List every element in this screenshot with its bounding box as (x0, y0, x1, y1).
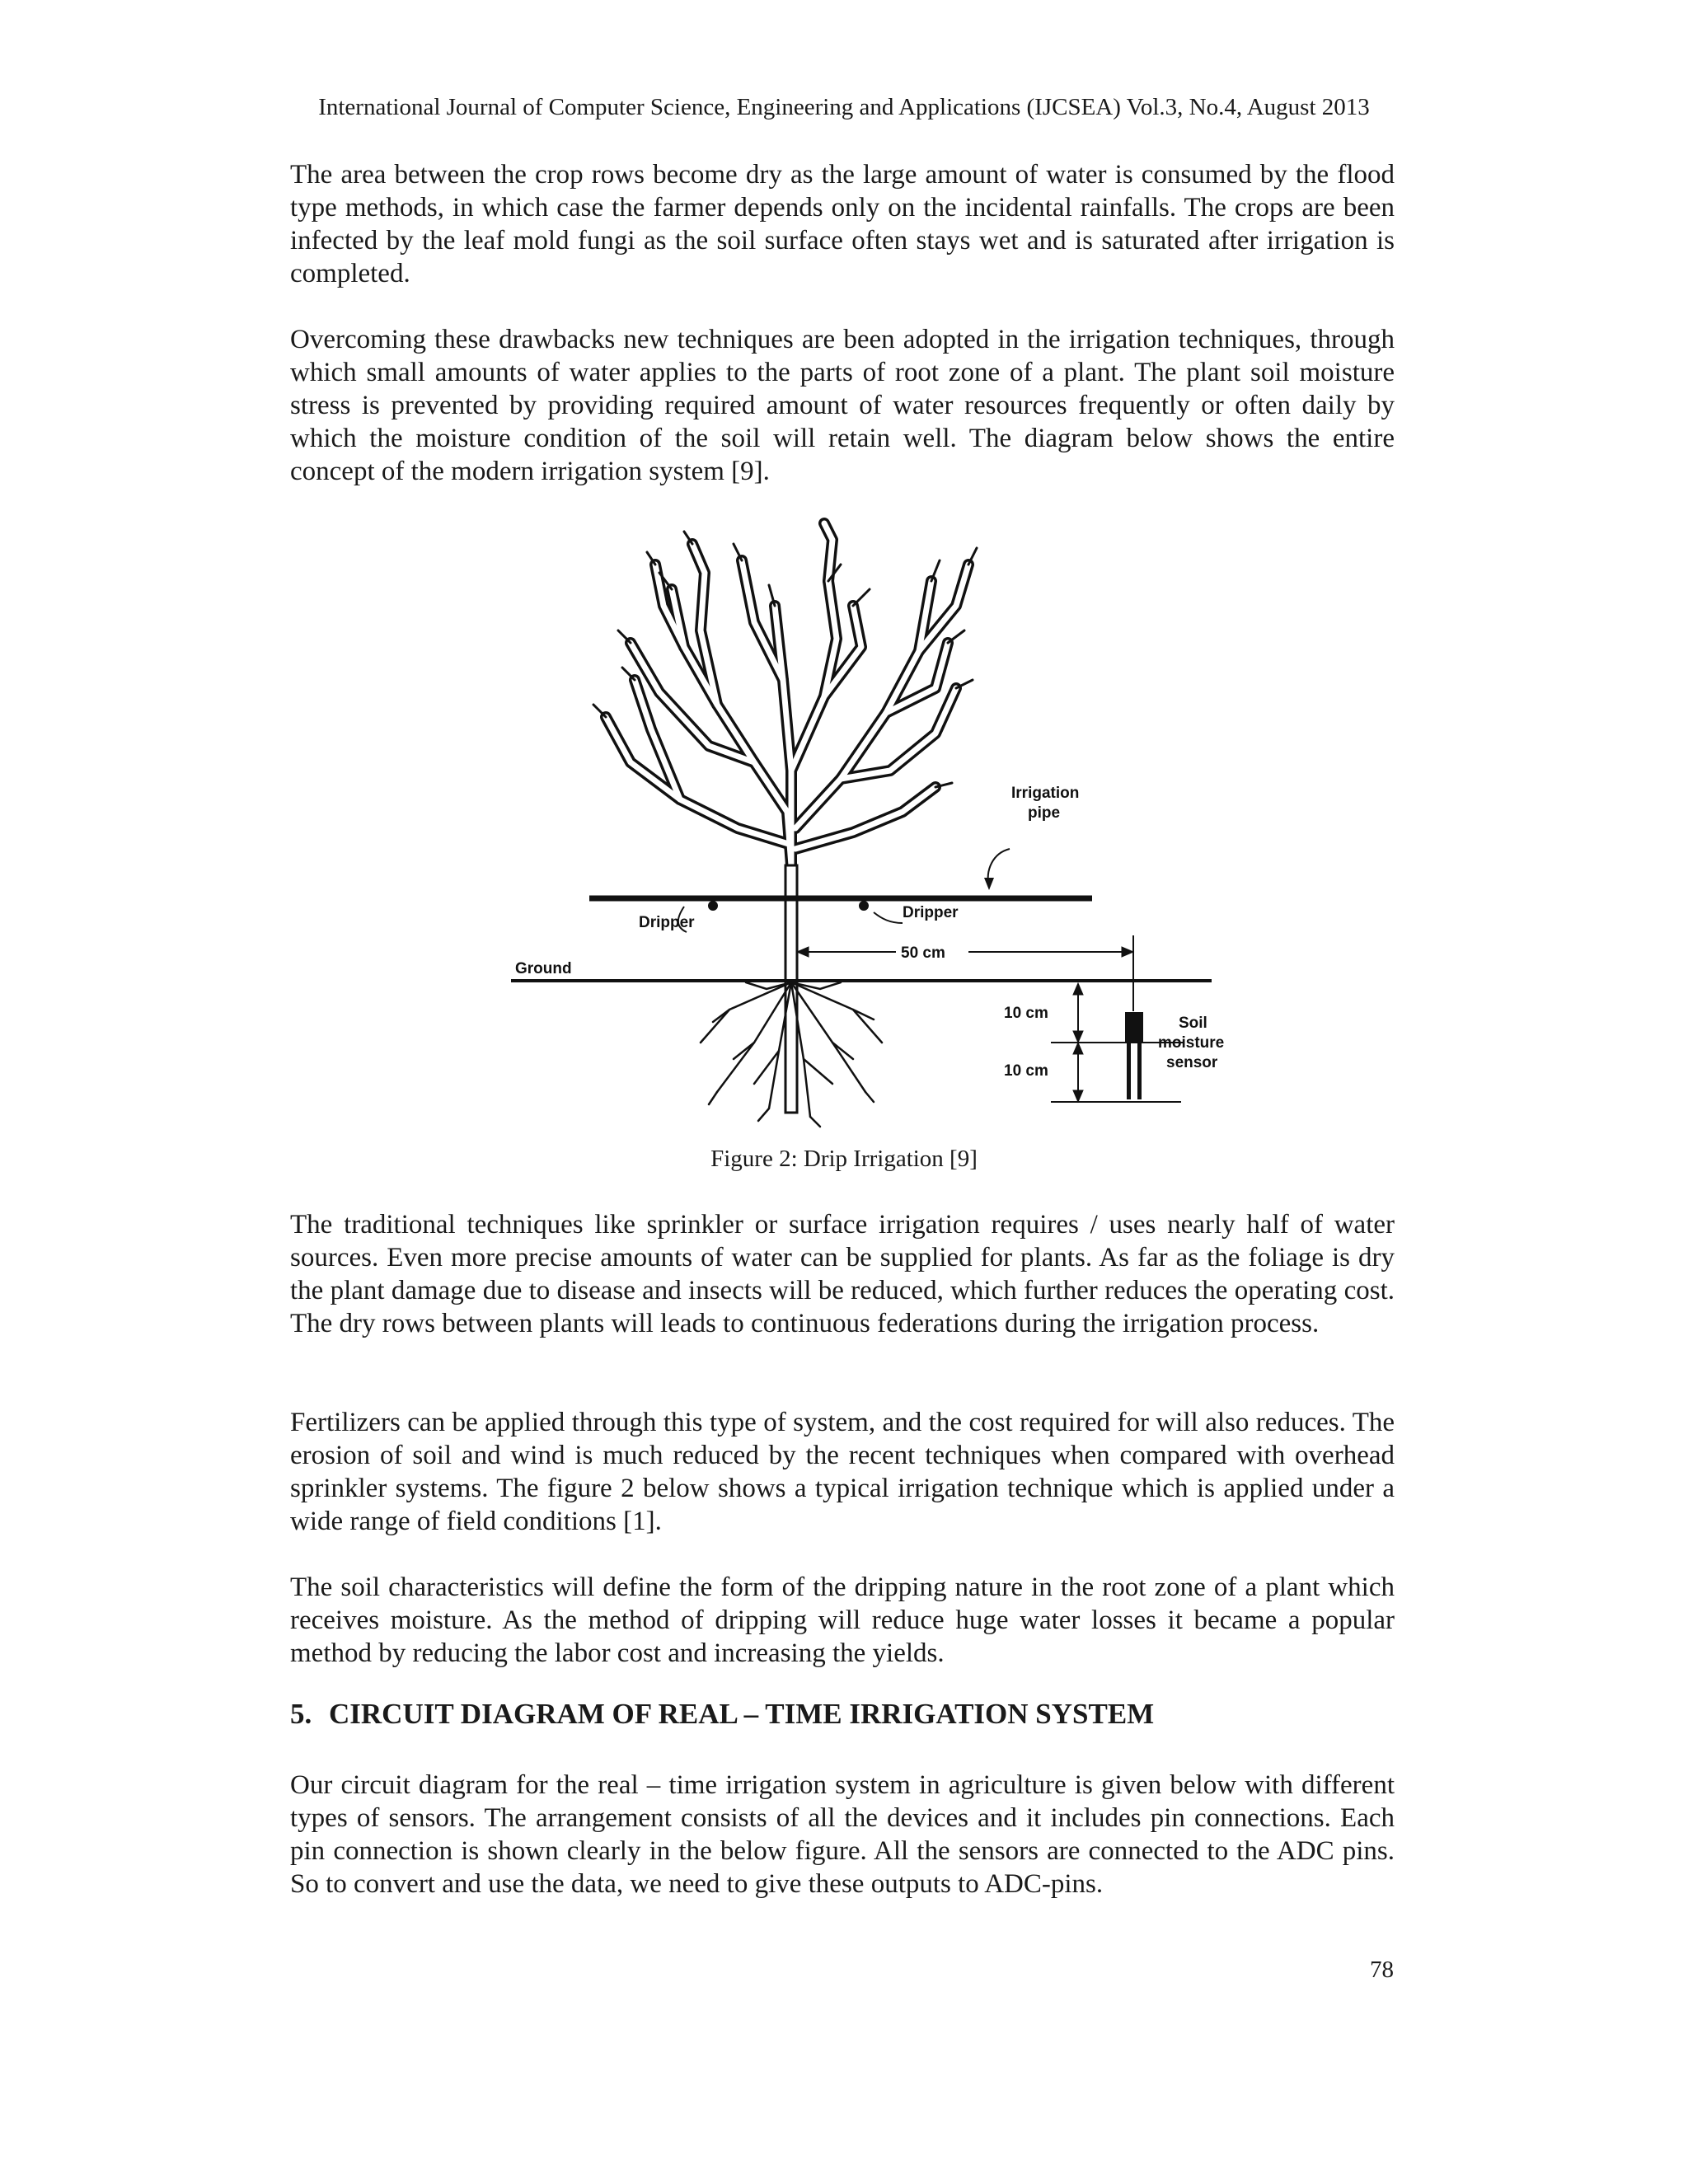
section-title: CIRCUIT DIAGRAM OF REAL – TIME IRRIGATION SYSTEM (329, 1698, 1155, 1730)
running-head: International Journal of Computer Science, Engineering and Applications (IJCSEA) Vol.3, No.4, August 2013 (318, 94, 1370, 120)
sensor-label-line3: sensor (1166, 1054, 1218, 1071)
dripper-right-label: Dripper (903, 904, 959, 921)
ground-label: Ground (515, 960, 572, 977)
dripper-left-icon (708, 901, 718, 911)
distance-label: 50 cm (901, 944, 945, 962)
irrigation-pipe-label: Irrigation (1011, 785, 1080, 802)
soil-moisture-sensor-icon (1125, 1012, 1143, 1099)
sensor-label-line2: moisture (1158, 1034, 1225, 1052)
dripper-left-label: Dripper (639, 914, 695, 931)
page-number: 78 (1370, 1957, 1394, 1983)
drip-irrigation-diagram (507, 515, 1249, 1129)
section-heading (290, 1696, 1154, 1732)
dripper-right-icon (859, 901, 869, 911)
paragraph-circuit-diagram: Our circuit diagram for the real – time irrigation system in agriculture is given below with different types of sensors. The arrangement consists of all the devices and it includes pin connections. Each pin connection is shown clearly in the below figure. All the sensors are connected to the ADC pins. So to convert and use the data, we need to give these outputs to ADC-pins. (290, 1770, 1395, 1899)
sensor-label-line1: Soil (1179, 1015, 1207, 1032)
paragraph-traditional-techniques: The traditional techniques like sprinkler or surface irrigation requires / uses nearly half of water sources. Even more precise amounts of water can be supplied for plants. As far as the foliage is dry the plant damage due to disease and insects will be reduced, which further reduces the operating cost. The dry rows between plants will leads to continuous federations during the irrigation process. (290, 1210, 1395, 1338)
depth-lower-label: 10 cm (1004, 1062, 1048, 1080)
paragraph-fertilizers: Fertilizers can be applied through this type of system, and the cost required for will also reduces. The erosion of soil and wind is much reduced by the recent techniques when compared with overhead sprinkler systems. The figure 2 below shows a typical irrigation technique which is applied under a wide range of field conditions [1]. (290, 1408, 1395, 1536)
paragraph-soil-characteristics: The soil characteristics will define the form of the dripping nature in the root zone of a plant which receives moisture. As the method of dripping will reduce huge water losses it became a popular method by reducing the labor cost and increasing the yields. (290, 1572, 1395, 1668)
tree-crown (593, 523, 977, 865)
irrigation-pipe-label-line2: pipe (1028, 804, 1061, 822)
paragraph-flood-drawbacks: The area between the crop rows become dry as the large amount of water is consumed by the flood type methods, in which case the farmer depends only on the incidental rainfalls. The crops are been infected by the leaf mold fungi as the soil surface often stays wet and is saturated after irrigation is completed. (290, 160, 1395, 288)
leader-arrows (678, 849, 1010, 932)
figure-caption: Figure 2: Drip Irrigation [9] (710, 1146, 978, 1172)
drip-irrigation-figure (507, 515, 1249, 1129)
paragraph-new-techniques: Overcoming these drawbacks new techniques are been adopted in the irrigation techniques, through which small amounts of water applies to the parts of root zone of a plant. The plant soil moisture stress is prevented by providing required amount of water resources frequently or often daily by which the moisture condition of the soil will retain well. The diagram below shows the entire concept of the modern irrigation system [9]. (290, 325, 1395, 486)
distance-dimension (797, 935, 1133, 1011)
depth-upper-label: 10 cm (1004, 1005, 1048, 1022)
section-number: 5. (290, 1698, 312, 1730)
